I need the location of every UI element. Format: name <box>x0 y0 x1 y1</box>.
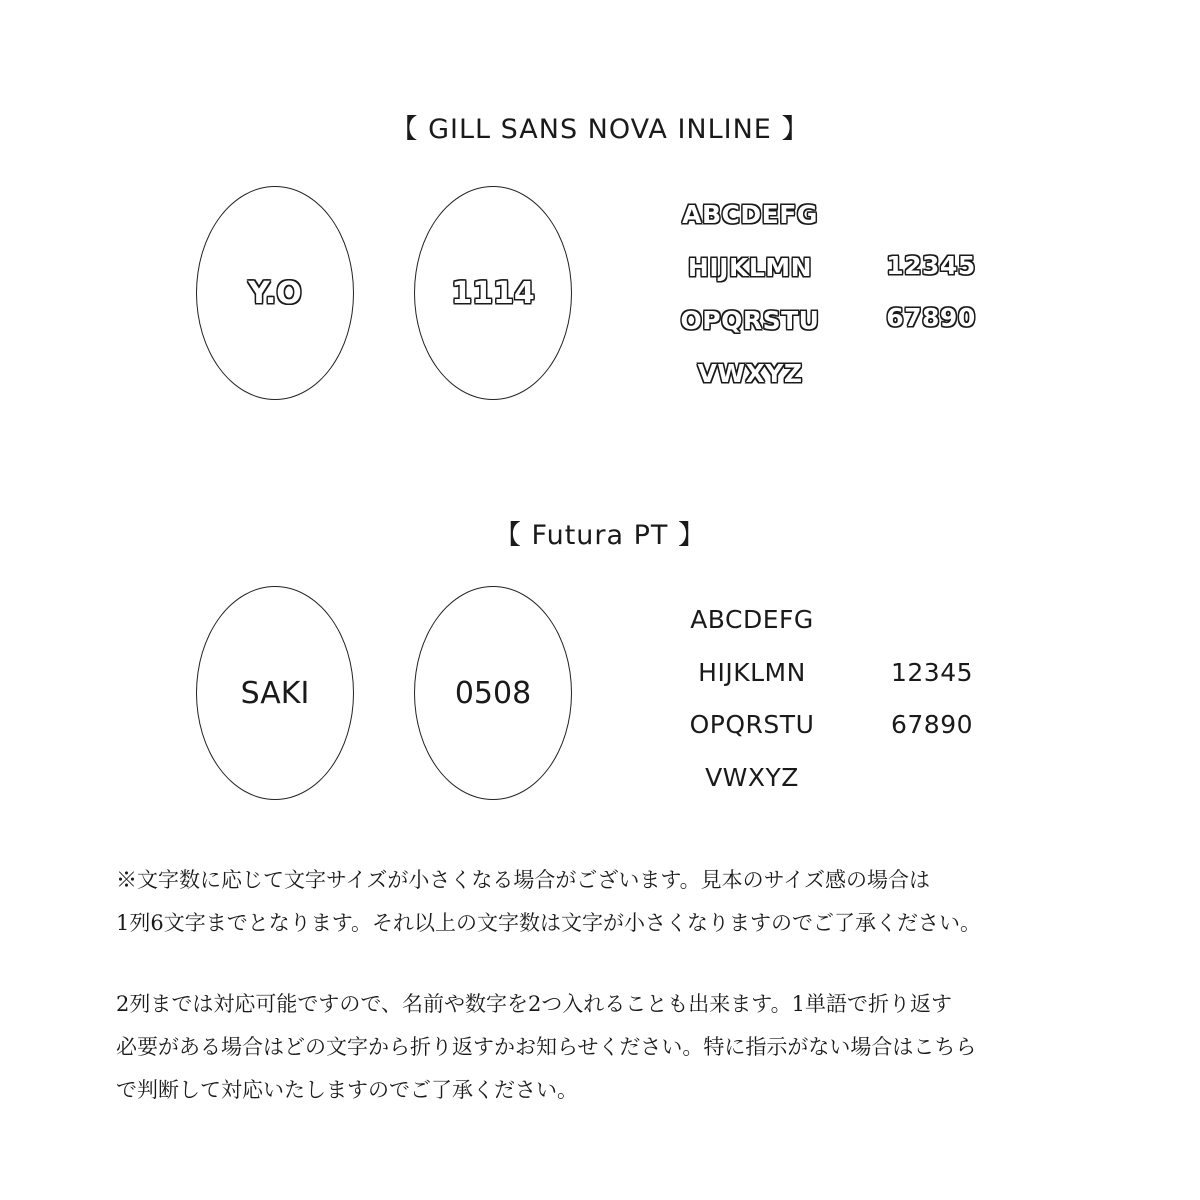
futura-oval-number-text: 0508 <box>454 675 532 711</box>
note-line-5: で判断して対応いたしますのでご了承ください。 <box>116 1078 578 1102</box>
gill-numbers-line-2: 67890 <box>886 303 976 332</box>
futura-numbers-line-1: 12345 <box>890 658 974 687</box>
gill-numbers-line-1: 12345 <box>886 251 976 280</box>
futura-alphabet-line-3: OPQRSTU <box>689 710 815 739</box>
gill-oval-number-text: 1114 <box>451 275 535 311</box>
futura-numbers-line-2: 67890 <box>890 710 974 739</box>
futura-section-title: 【 Futura PT 】 <box>493 520 707 551</box>
gill-alphabet-line-4: VWXYZ <box>697 359 803 388</box>
gill-section-title: 【 GILL SANS NOVA INLINE 】 <box>390 114 810 145</box>
note-line-3: 2列までは対応可能ですので、名前や数字を2つ入れることも出来ます。1単語で折り返す <box>116 992 952 1016</box>
gill-alphabet-line-1: ABCDEFG <box>682 200 818 229</box>
note-line-4: 必要がある場合はどの文字から折り返すかお知らせください。特に指示がない場合はこちら <box>116 1035 977 1059</box>
gill-sample-oval-initials <box>196 186 354 400</box>
gill-alphabet-line-2: HIJKLMN <box>687 253 813 282</box>
futura-oval-name-text: SAKI <box>240 675 310 711</box>
gill-alphabet-line-3: OPQRSTU <box>680 306 820 335</box>
futura-alphabet-line-1: ABCDEFG <box>690 605 814 634</box>
futura-sample-oval-number <box>414 586 572 800</box>
futura-sample-oval-name <box>196 586 354 800</box>
note-line-1: ※文字数に応じて文字サイズが小さくなる場合がございます。見本のサイズ感の場合は <box>116 868 930 892</box>
note-line-2: 1列6文字までとなります。それ以上の文字数は文字が小さくなりますのでご了承ください。 <box>116 911 982 935</box>
futura-alphabet-line-2: HIJKLMN <box>698 658 806 687</box>
futura-alphabet-line-4: VWXYZ <box>705 763 799 792</box>
gill-oval-initials-text: Y.O <box>248 275 302 311</box>
gill-sample-oval-number <box>414 186 572 400</box>
